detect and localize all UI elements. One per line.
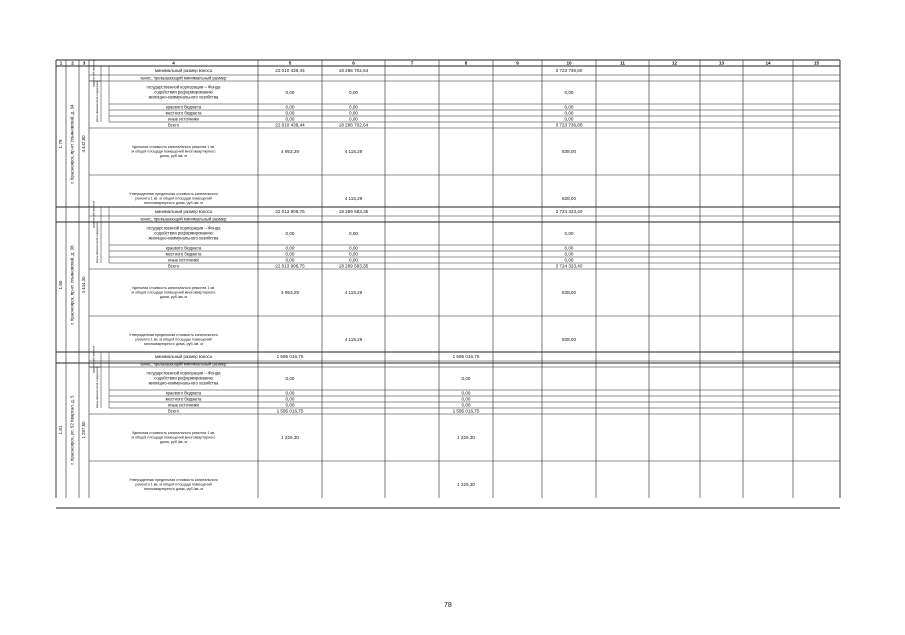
block-area: 4 444,30 [81,276,87,294]
block-address: г. Красноярск, пр-кт Ульяновский, д. 34 [69,104,75,184]
value-cell: 0,00 [349,251,358,257]
value-cell: 4 953,29 [281,148,299,154]
column-number: 5 [288,60,292,66]
row-label: Всего [168,122,179,128]
value-cell: 1 595 016,75 [276,408,304,414]
value-cell: 3 724 323,40 [555,208,583,214]
value-cell: 22 013 906,75 [275,208,305,214]
row-label: иные источники [168,257,199,263]
group-source-label: средства собственников [92,200,96,229]
column-number: 12 [671,60,678,66]
row-label: Утвержденная предельная стоимость капитального ремонта 1 кв. м общей площади помещений многоквартирного дома, руб./кв. м [129,333,218,346]
block-id: 1.80 [58,280,64,290]
row-label: Всего [168,263,179,269]
value-cell: 3 723 736,80 [555,122,583,128]
value-cell: 4 115,29 [344,336,363,342]
value-cell: 0,00 [349,116,358,122]
value-cell: 0,00 [349,89,358,95]
row-label: взнос, превышающий минимальный размер [140,75,227,81]
row-label: минимальный размер взноса [155,208,212,214]
row-label: местного бюджета [165,396,202,402]
column-number: 10 [566,60,572,66]
row-label: местного бюджета [165,251,202,257]
value-cell: 838,00 [561,148,577,154]
row-label: Утвержденная предельная стоимость капитального ремонта 1 кв. м общей площади помещений многоквартирного дома, руб./кв. м [129,192,218,205]
group-source-label: средства собственников [92,345,96,374]
row-label: Удельная стоимость капитального ремонта 1 кв. м общей площади помещений многоквартирного дома, руб./кв. м [131,286,216,299]
value-cell: 18 289 583,35 [338,263,369,269]
value-cell: 0,00 [349,110,358,116]
value-cell: 0,00 [285,89,295,95]
value-cell: 22 013 906,75 [275,263,305,269]
group-support-label: меры финансовой поддержки [94,221,99,264]
column-number: 15 [813,60,820,66]
value-cell: 0,00 [461,396,471,402]
row-label: Утвержденная предельная стоимость капитального ремонта 1 кв. м общей площади помещений многоквартирного дома, руб./кв. м [129,478,218,491]
value-cell: 1 229,30 [281,434,299,440]
value-cell: 838,00 [561,195,577,201]
value-cell: 4 115,29 [344,289,363,295]
row-label: Удельная стоимость капитального ремонта 1 кв. м общей площади помещений многоквартирного дома, руб./кв. м [131,431,216,444]
value-cell: 18 289 583,35 [338,208,369,214]
row-label: государственной корпорации – Фонда содействия реформированию жилищно-коммунального хозяйства [146,225,221,241]
column-number: 3 [82,60,86,66]
row-label: краевого бюджета [165,104,202,110]
column-number: 13 [718,60,725,66]
value-cell: 1 595 016,75 [452,408,480,414]
column-number: 4 [172,60,175,66]
value-cell: 0,00 [461,402,471,408]
value-cell: 1 229,30 [457,481,475,487]
column-number: 8 [464,60,468,66]
row-label: местного бюджета [165,110,202,116]
block-id: 1.79 [58,139,64,149]
value-cell: 1 595 016,75 [452,353,480,359]
value-cell: 0,00 [564,104,574,110]
value-cell: 0,00 [564,110,574,116]
value-cell: 0,00 [564,230,574,236]
row-label: минимальный размер взноса [155,353,212,359]
value-cell: 0,00 [564,245,574,251]
column-number: 6 [352,60,355,66]
value-cell: 0,00 [564,251,574,257]
value-cell: 0,00 [285,245,295,251]
value-cell: 0,00 [285,251,295,257]
value-cell: 4 115,29 [344,195,363,201]
value-cell: 0,00 [285,257,295,263]
column-number: 14 [765,60,771,66]
value-cell: 0,00 [285,104,295,110]
column-number: 7 [410,60,414,66]
value-cell: 0,00 [285,116,295,122]
row-label: государственной корпорации – Фонда содействия реформированию жилищно-коммунального хозяйства [146,370,221,386]
group-support-label: меры финансовой поддержки [94,80,99,123]
column-number: 9 [516,60,519,66]
value-cell: 0,00 [285,110,295,116]
column-number: 2 [71,60,74,66]
row-label: взнос, превышающий минимальный размер [140,216,227,222]
value-cell: 0,00 [564,89,574,95]
value-cell: 4 115,29 [344,148,363,154]
value-cell: 22 010 439,44 [275,67,305,73]
value-cell: 0,00 [461,375,471,381]
row-label: Удельная стоимость капитального ремонта 1 кв. м общей площади помещений многоквартирного дома, руб./кв. м [131,145,216,158]
value-cell: 0,00 [564,116,574,122]
value-cell: 22 010 439,44 [275,122,305,128]
row-label: государственной корпорации – Фонда содействия реформированию жилищно-коммунального хозяйства [146,84,221,100]
value-cell: 838,00 [561,289,577,295]
value-cell: 3 723 736,80 [555,67,583,73]
value-cell: 0,00 [285,375,295,381]
row-label: Всего [168,408,179,414]
value-cell: 18 286 702,64 [338,67,369,73]
value-cell: 18 286 702,64 [338,122,369,128]
value-cell: 1 229,30 [457,434,475,440]
block-address: г. Красноярск, пр-кт Ульяновский, д. 38 [69,245,75,325]
row-label: краевого бюджета [165,245,202,251]
row-label: минимальный размер взноса [155,67,212,73]
block-area: 1 297,50 [81,421,87,439]
value-cell: 0,00 [349,104,358,110]
value-cell: 0,00 [461,390,471,396]
value-cell: 0,00 [349,245,358,251]
value-cell: 0,00 [564,257,574,263]
value-cell: 0,00 [285,402,295,408]
row-label: взнос, превышающий минимальный размер [140,361,227,367]
value-cell: 838,00 [561,336,577,342]
row-label: краевого бюджета [165,390,202,396]
value-cell: 3 724 323,40 [555,263,583,269]
block-address: г. Красноярск, ул. 52 Квартал, д. 5 [69,395,75,465]
page-number: 78 [444,602,452,609]
group-support-label: меры финансовой поддержки [94,366,99,409]
column-number: 1 [59,60,63,66]
value-cell: 4 953,29 [281,289,299,295]
column-number: 11 [620,60,625,66]
value-cell: 0,00 [285,390,295,396]
value-cell: 0,00 [285,230,295,236]
value-cell: 0,00 [285,396,295,402]
row-label: иные источники [168,116,199,122]
value-cell: 1 595 016,75 [276,353,304,359]
value-cell: 0,00 [349,230,358,236]
block-id: 1.81 [58,425,64,435]
row-label: иные источники [168,402,199,408]
group-source-label: средства собственников [92,59,96,88]
value-cell: 0,00 [349,257,358,263]
block-area: 4 442,80 [81,135,87,153]
